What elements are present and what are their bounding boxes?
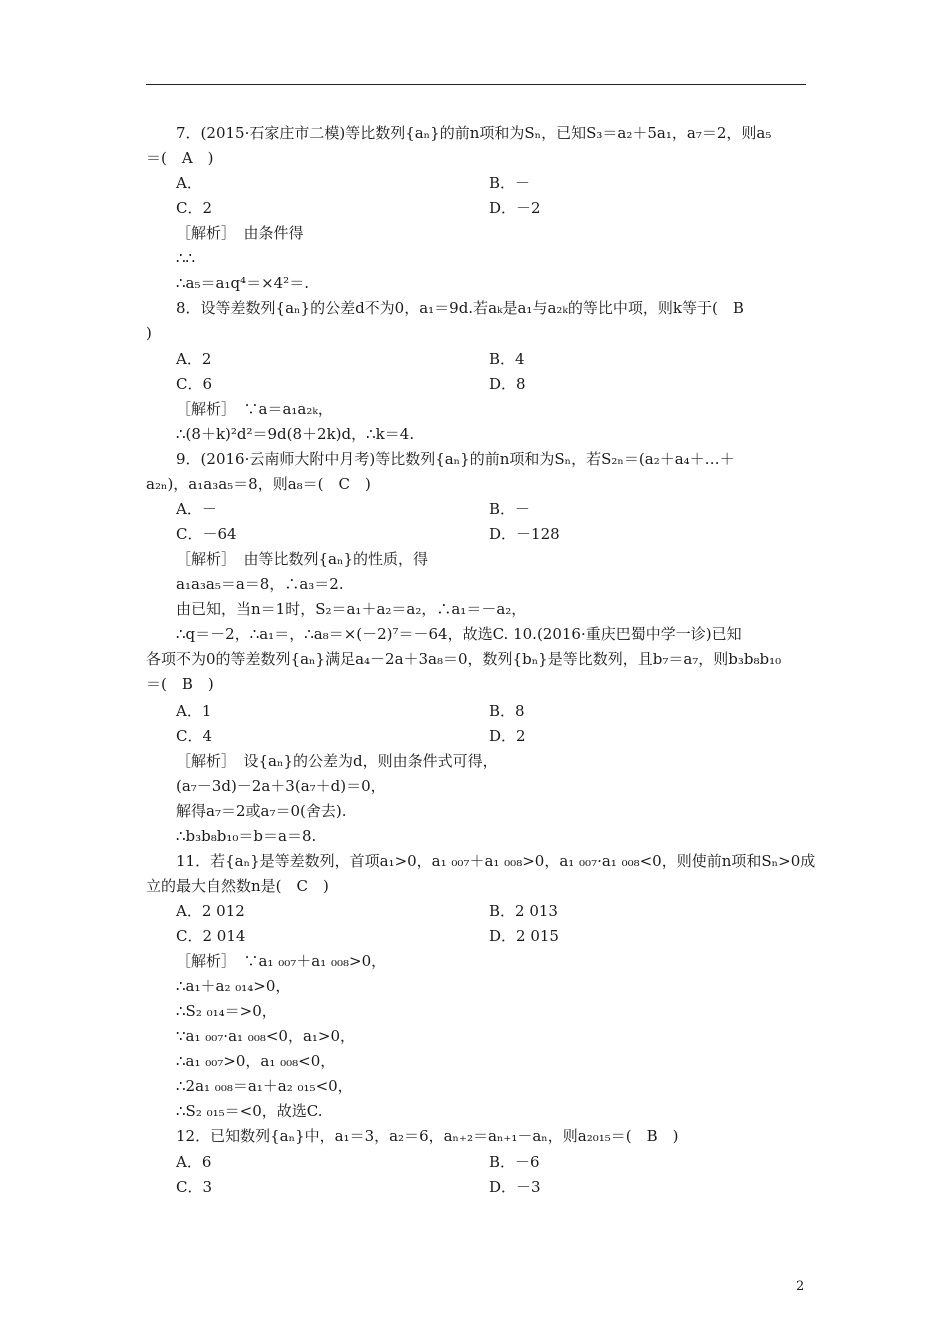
text-line: C．－64 xyxy=(176,525,237,543)
text-line: (a₇－3d)－2a＋3(a₇＋d)＝0， xyxy=(176,777,386,795)
text-line: ＝( B ) xyxy=(146,675,214,693)
text-line: A．－ xyxy=(176,500,217,518)
text-line: C．6 xyxy=(176,375,213,393)
text-line: 12．已知数列{aₙ}中，a₁＝3，a₂＝6，aₙ₊₂＝aₙ₊₁－aₙ，则a₂₀₁₅＝( B ) xyxy=(176,1127,679,1145)
text-line: C．4 xyxy=(176,727,213,745)
text-line: ∴a₅＝a₁q⁴＝×4²＝. xyxy=(176,274,309,292)
text-line: 8．设等差数列{aₙ}的公差d不为0，a₁＝9d.若aₖ是a₁与a₂ₖ的等比中项，则k等于( B xyxy=(176,299,744,317)
text-line: 各项不为0的等差数列{aₙ}满足a₄－2a＋3a₈＝0，数列{bₙ}是等比数列，且b₇＝a₇，则b₃b₈b₁₀ xyxy=(146,650,782,668)
text-line: 7．(2015·石家庄市二模)等比数列{aₙ}的前n项和为Sₙ，已知S₃＝a₂＋5a₁，a₇＝2，则a₅ xyxy=(176,124,772,142)
text-line: ∴(8＋k)²d²＝9d(8＋2k)d，∴k＝4. xyxy=(176,425,415,443)
text-line: a₂ₙ)，a₁a₃a₅＝8，则a₈＝( C ) xyxy=(146,475,371,493)
text-line: C．3 xyxy=(176,1178,213,1196)
text-line: A．2 xyxy=(176,350,212,368)
text-line: C．2 014 xyxy=(176,927,246,945)
text-line: ［解析］ 由条件得 xyxy=(176,224,304,242)
text-line: B．－ xyxy=(489,500,531,518)
text-line: ∴S₂ ₀₁₄＝>0， xyxy=(176,1002,277,1020)
text-line: B．8 xyxy=(489,702,525,720)
text-line: A．2 012 xyxy=(176,902,245,920)
text-line: B．2 013 xyxy=(489,902,558,920)
text-line: ∴q＝－2，∴a₁＝，∴a₈＝×(－2)⁷＝－64，故选C. 10.(2016·重庆巴蜀中学一诊)已知 xyxy=(176,625,742,643)
text-line: B．4 xyxy=(489,350,525,368)
text-line: D．－128 xyxy=(489,525,560,543)
text-line: ∴b₃b₈b₁₀＝b＝a＝8. xyxy=(176,827,317,845)
text-line: A．1 xyxy=(176,702,212,720)
text-line: ∴2a₁ ₀₀₈＝a₁＋a₂ ₀₁₅<0， xyxy=(176,1077,353,1095)
text-line: D．－2 xyxy=(489,199,541,217)
text-line: ［解析］ ∵a＝a₁a₂ₖ， xyxy=(176,400,333,418)
text-line: C．2 xyxy=(176,199,213,217)
text-line: ∵a₁ ₀₀₇·a₁ ₀₀₈<0，a₁>0， xyxy=(176,1027,356,1045)
header-rule xyxy=(146,84,806,85)
text-line: A．6 xyxy=(176,1153,212,1171)
text-line: 解得a₇＝2或a₇＝0(舍去). xyxy=(176,802,347,820)
text-line: 11．若{aₙ}是等差数列，首项a₁>0，a₁ ₀₀₇＋a₁ ₀₀₈>0，a₁ ₀₀₇·a₁ ₀₀₈<0，则使前n项和Sₙ>0成 xyxy=(176,852,816,870)
text-line: B．－6 xyxy=(489,1153,540,1171)
text-line: ＝( A ) xyxy=(146,149,214,167)
text-line: ［解析］ 由等比数列{aₙ}的性质，得 xyxy=(176,550,429,568)
page-number: 2 xyxy=(796,1279,805,1294)
text-line: 由已知，当n＝1时，S₂＝a₁＋a₂＝a₂，∴a₁＝－a₂， xyxy=(176,600,527,618)
text-line: B．－ xyxy=(489,174,531,192)
text-line: 9．(2016·云南师大附中月考)等比数列{aₙ}的前n项和为Sₙ，若S₂ₙ＝(a₂＋a₄＋…＋ xyxy=(176,450,735,468)
text-line: ∴S₂ ₀₁₅＝<0，故选C. xyxy=(176,1102,323,1120)
text-line: D．2 xyxy=(489,727,526,745)
text-line: D．8 xyxy=(489,375,526,393)
text-line: D．－3 xyxy=(489,1178,541,1196)
text-line: ∴∴ xyxy=(176,249,196,267)
text-line: ) xyxy=(146,324,152,342)
text-line: A． xyxy=(176,174,202,192)
text-line: 立的最大自然数n是( C ) xyxy=(146,877,329,895)
text-line: a₁a₃a₅＝a＝8，∴a₃＝2. xyxy=(176,575,344,593)
text-line: ∴a₁＋a₂ ₀₁₄>0， xyxy=(176,977,291,995)
text-line: ［解析］ ∵a₁ ₀₀₇＋a₁ ₀₀₈>0， xyxy=(176,952,387,970)
text-line: ∴a₁ ₀₀₇>0，a₁ ₀₀₈<0， xyxy=(176,1052,336,1070)
text-line: ［解析］ 设{aₙ}的公差为d，则由条件式可得， xyxy=(176,752,498,770)
text-line: D．2 015 xyxy=(489,927,559,945)
